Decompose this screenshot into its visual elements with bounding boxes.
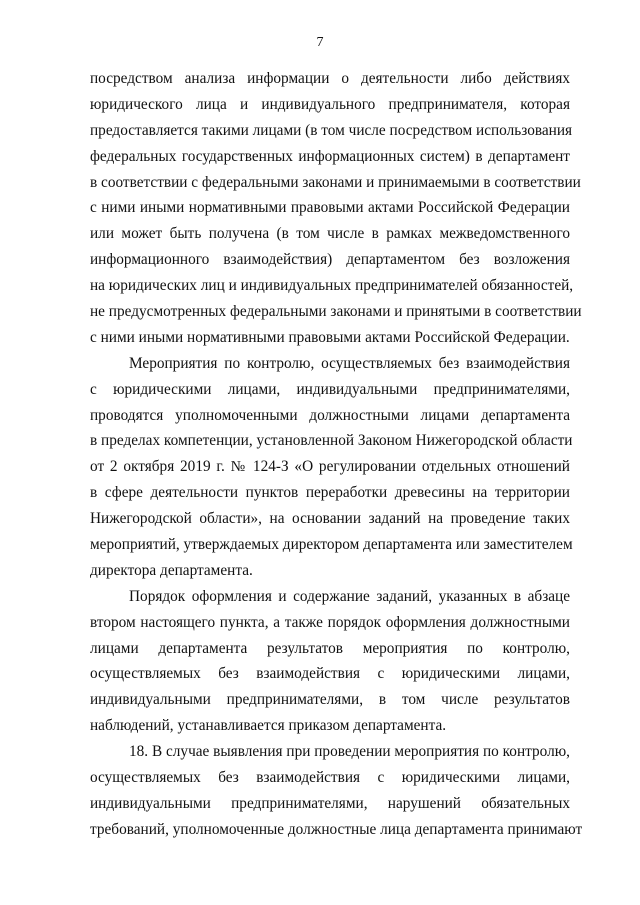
text-line: проводятся уполномоченными должностными лицами департамента — [90, 406, 570, 424]
text-line: с ними иными нормативными правовыми актами Российской Федерации — [90, 199, 570, 217]
text-line: посредством анализа информации о деятельности либо действиях — [90, 70, 570, 87]
text-line: осуществляемых без взаимодействия с юридическими лицами, — [90, 769, 570, 787]
text-line: или может быть получена (в том числе в рамках межведомственного — [90, 225, 570, 243]
text-line: требований, уполномоченные должностные лица департамента принимают — [90, 820, 583, 838]
text-line: с юридическими лицами, индивидуальными предпринимателями, — [90, 380, 570, 398]
text-line: в соответствии с федеральными законами и принимаемыми в соответствии — [90, 173, 581, 191]
text-line: лицами департамента результатов мероприятия по контролю, — [90, 639, 570, 657]
text-line: федеральных государственных информационных систем) в департамент — [90, 147, 570, 165]
text-line: информационного взаимодействия) департаментом без возложения — [90, 251, 570, 269]
text-line: 18. В случае выявления при проведении мероприятия по контролю, — [129, 743, 570, 761]
text-line: директора департамента. — [90, 561, 253, 579]
paragraph — [90, 66, 582, 351]
text-line: мероприятий, утверждаемых директором департамента или заместителем — [90, 536, 573, 554]
text-line: осуществляемых без взаимодействия с юридическими лицами, — [90, 665, 570, 683]
text-line: от 2 октября 2019 г. № 124-З «О регулировании отдельных отношений — [90, 458, 570, 476]
text-line: не предусмотренных федеральными законами и принятыми в соответствии — [90, 303, 582, 321]
paragraph — [90, 351, 573, 584]
text-line: на юридических лиц и индивидуальных предпринимателей обязанностей, — [90, 277, 574, 295]
document-body — [90, 66, 583, 843]
paragraph — [90, 584, 570, 739]
text-line: юридического лица и индивидуального предпринимателя, которая — [90, 95, 570, 113]
text-line: с ними иными нормативными правовыми актами Российской Федерации. — [90, 328, 570, 346]
text-line: Нижегородской области», на основании заданий на проведение таких — [90, 510, 570, 528]
page-number: 7 — [316, 35, 324, 50]
text-line: индивидуальными предпринимателями, нарушений обязательных — [90, 794, 570, 812]
text-line: индивидуальными предпринимателями, в том числе результатов — [90, 691, 570, 709]
text-line: втором настоящего пункта, а также порядок оформления должностными — [90, 613, 570, 631]
text-line: наблюдений, устанавливается приказом департамента. — [90, 717, 447, 735]
text-line: в пределах компетенции, установленной Законом Нижегородской области — [90, 432, 573, 450]
text-line: предоставляется такими лицами (в том числе посредством использования — [90, 121, 573, 139]
text-line: Мероприятия по контролю, осуществляемых без взаимодействия — [129, 354, 570, 372]
paragraph — [90, 739, 583, 843]
text-line: в сфере деятельности пунктов переработки древесины на территории — [90, 484, 570, 502]
text-line: Порядок оформления и содержание заданий, указанных в абзаце — [129, 587, 570, 605]
